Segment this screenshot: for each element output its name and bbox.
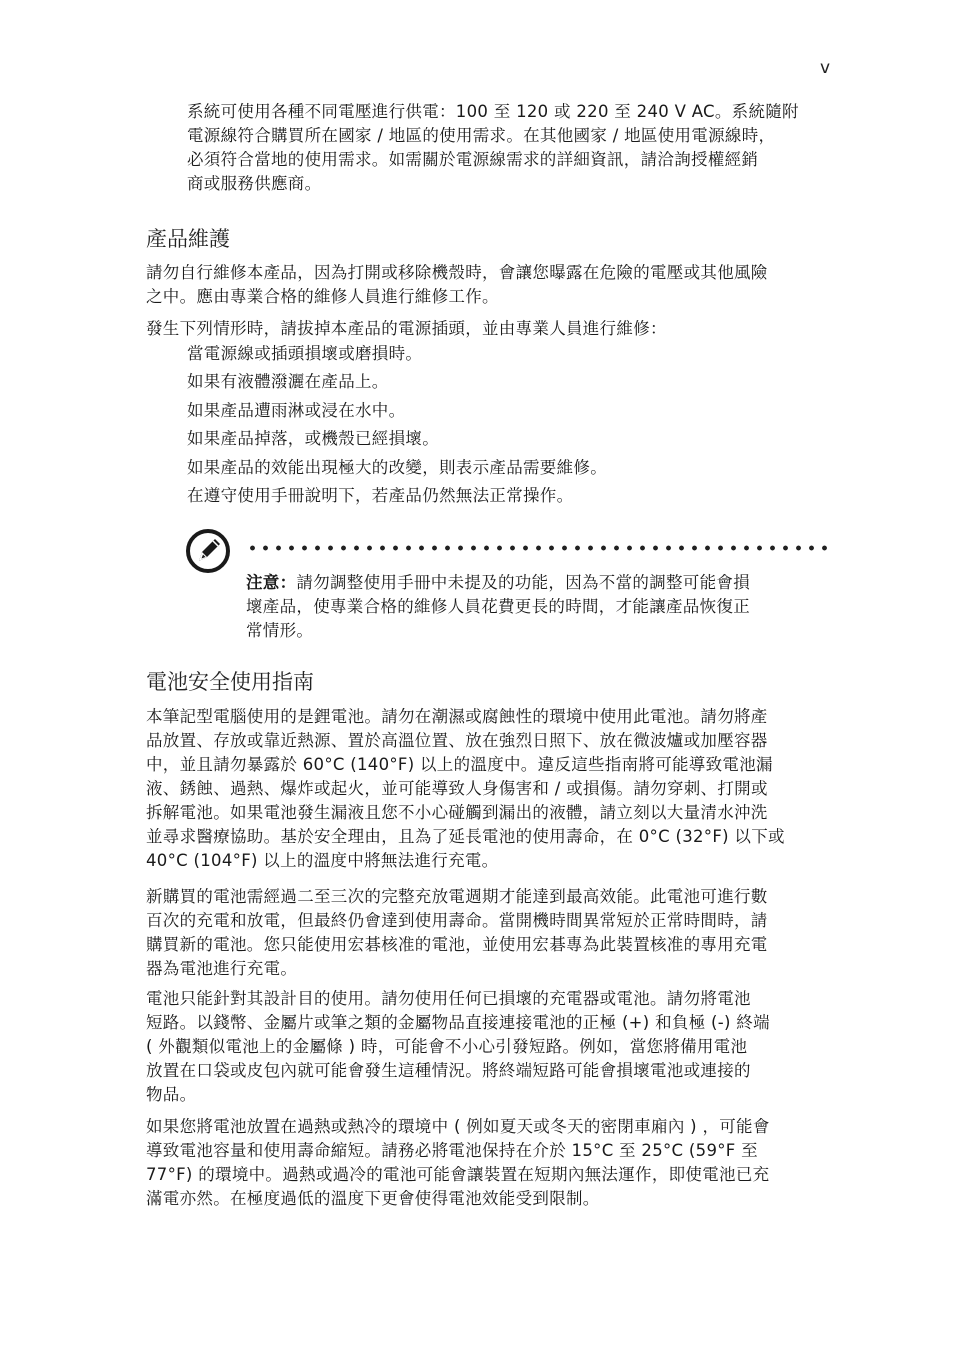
text-line: 系統可使用各種不同電壓進行供電：100 至 120 或 220 至 240 V AC。系統隨附 [187, 102, 799, 121]
list-item: 如果有液體潑灑在產品上。 [187, 372, 389, 391]
text-line: 品放置、存放或靠近熱源、置於高溫位置、放在強烈日照下、放在微波爐或加壓容器 [146, 731, 768, 750]
battery-paragraph-1 [146, 705, 785, 873]
maintenance-intro [146, 261, 768, 309]
text-line: 77°F) 的環境中。過熱或過冷的電池可能會讓裝置在短期內無法運作，即使電池已充 [146, 1165, 770, 1184]
text-line: 物品。 [146, 1085, 197, 1104]
note-divider [246, 545, 831, 551]
list-item: 當電源線或插頭損壞或磨損時。 [187, 344, 423, 363]
text-line: 放置在口袋或皮包內就可能會發生這種情況。將終端短路可能會損壞電池或連接的 [146, 1061, 751, 1080]
list-item: 如果產品掉落，或機殼已經損壞。 [187, 429, 439, 448]
text-line: 請勿調整使用手冊中未提及的功能，因為不當的調整可能會損 [296, 573, 751, 592]
text-line: 電源線符合購買所在國家 / 地區的使用需求。在其他國家 / 地區使用電源線時， [187, 126, 776, 145]
list-item: 在遵守使用手冊說明下，若產品仍然無法正常操作。 [187, 486, 574, 505]
section-heading-maintenance: 產品維護 [146, 227, 230, 251]
battery-paragraph-4 [146, 1115, 770, 1211]
power-paragraph [187, 100, 799, 196]
text-line: 壞產品，使專業合格的維修人員花費更長的時間，才能讓產品恢復正 [246, 597, 750, 616]
list-item: 如果產品的效能出現極大的改變，則表示產品需要維修。 [187, 458, 607, 477]
text-line: 並尋求醫療協助。基於安全理由，且為了延長電池的使用壽命，在 0°C (32°F) 以下或 [146, 827, 785, 846]
text-line: 必須符合當地的使用需求。如需關於電源線需求的詳細資訊，請洽詢授權經銷 [187, 150, 759, 169]
text-line: 導致電池容量和使用壽命縮短。請務必將電池保持在介於 15°C 至 25°C (59°F 至 [146, 1141, 758, 1160]
text-line: 本筆記型電腦使用的是鋰電池。請勿在潮濕或腐蝕性的環境中使用此電池。請勿將產 [146, 707, 768, 726]
text-line: 百次的充電和放電，但最終仍會達到使用壽命。當開機時間異常短於正常時間時，請 [146, 911, 768, 930]
battery-paragraph-2 [146, 885, 768, 981]
text-line: 液、銹蝕、過熱、爆炸或起火，並可能導致人身傷害和 / 或損傷。請勿穿刺、打開或 [146, 779, 768, 798]
note-text [246, 571, 806, 643]
maintenance-list-intro: 發生下列情形時，請拔掉本產品的電源插頭，並由專業人員進行維修： [146, 319, 667, 338]
text-line: 拆解電池。如果電池發生漏液且您不小心碰觸到漏出的液體，請立刻以大量清水沖洗 [146, 803, 768, 822]
text-line: 購買新的電池。您只能使用宏碁核准的電池，並使用宏碁專為此裝置核准的專用充電 [146, 935, 768, 954]
text-line: 短路。以錢幣、金屬片或筆之類的金屬物品直接連接電池的正極 (+) 和負極 (-) 終端 [146, 1013, 770, 1032]
note-label: 注意： [246, 573, 297, 592]
text-line: 之中。應由專業合格的維修人員進行維修工作。 [146, 287, 499, 306]
text-line: 滿電亦然。在極度過低的溫度下更會使得電池效能受到限制。 [146, 1189, 600, 1208]
text-line: 器為電池進行充電。 [146, 959, 298, 978]
text-line: 請勿自行維修本產品，因為打開或移除機殼時，會讓您曝露在危險的電壓或其他風險 [146, 263, 768, 282]
list-item: 如果產品遭雨淋或浸在水中。 [187, 401, 406, 420]
text-line: 電池只能針對其設計目的使用。請勿使用任何已損壞的充電器或電池。請勿將電池 [146, 989, 751, 1008]
text-line: 40°C (104°F) 以上的溫度中將無法進行充電。 [146, 851, 499, 870]
battery-paragraph-3 [146, 987, 770, 1107]
text-line: ( 外觀類似電池上的金屬條 ) 時，可能會不小心引發短路。例如，當您將備用電池 [146, 1037, 748, 1056]
text-line: 中，並且請勿暴露於 60°C (140°F) 以上的溫度中。違反這些指南將可能導致電池漏 [146, 755, 773, 774]
text-line: 新購買的電池需經過二至三次的完整充放電週期才能達到最高效能。此電池可進行數 [146, 887, 768, 906]
text-line: 如果您將電池放置在過熱或熱冷的環境中 ( 例如夏天或冬天的密閉車廂內 ) ，可能會 [146, 1117, 770, 1136]
page-number: v [819, 58, 830, 78]
note-pen-icon [185, 528, 231, 574]
text-line: 商或服務供應商。 [187, 174, 322, 193]
text-line: 常情形。 [246, 621, 314, 640]
section-heading-battery: 電池安全使用指南 [146, 670, 314, 694]
